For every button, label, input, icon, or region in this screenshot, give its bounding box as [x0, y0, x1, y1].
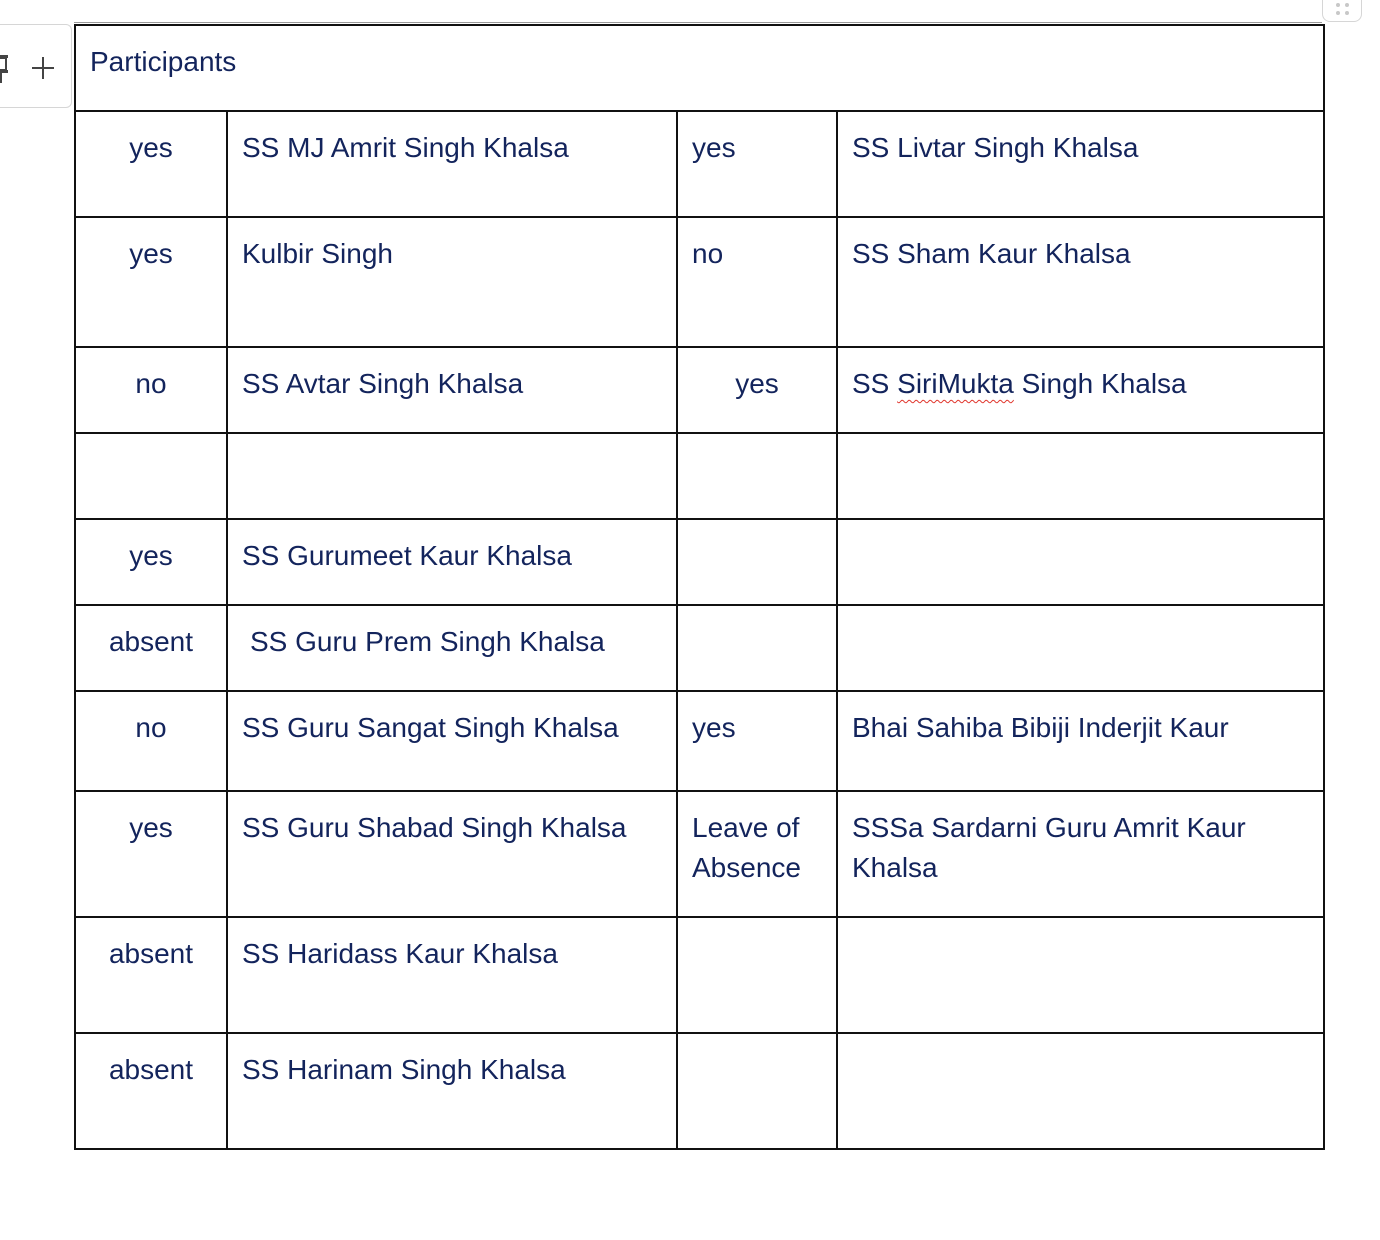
status-cell[interactable]: absent: [75, 1033, 227, 1149]
table-row: [75, 791, 1324, 917]
drag-grip-icon[interactable]: [1322, 0, 1362, 22]
table-row: [75, 347, 1324, 433]
name-suffix: Singh Khalsa: [1013, 368, 1187, 399]
status-cell[interactable]: yes: [75, 111, 227, 217]
table-row: [75, 433, 1324, 519]
status-cell[interactable]: yes: [75, 217, 227, 347]
status-cell[interactable]: no: [677, 217, 837, 347]
table-row: [75, 111, 1324, 217]
status-cell[interactable]: yes: [677, 347, 837, 433]
plus-icon[interactable]: [30, 55, 56, 81]
status-cell[interactable]: [677, 605, 837, 691]
spellcheck-flagged-word[interactable]: SiriMukta: [897, 368, 1014, 399]
status-cell[interactable]: no: [75, 691, 227, 791]
row-handle[interactable]: [0, 24, 72, 108]
status-cell[interactable]: [677, 1033, 837, 1149]
table-row: [75, 217, 1324, 347]
name-cell[interactable]: SS Avtar Singh Khalsa: [227, 347, 677, 433]
name-cell[interactable]: SS Guru Shabad Singh Khalsa: [227, 791, 677, 917]
name-cell[interactable]: SSSa Sardarni Guru Amrit Kaur Khalsa: [837, 791, 1324, 917]
name-cell[interactable]: SS Livtar Singh Khalsa: [837, 111, 1324, 217]
name-cell[interactable]: [837, 433, 1324, 519]
name-cell[interactable]: SS Guru Sangat Singh Khalsa: [227, 691, 677, 791]
participants-table: [74, 24, 1325, 1150]
status-cell[interactable]: absent: [75, 605, 227, 691]
name-cell[interactable]: [837, 519, 1324, 605]
table-row: [75, 691, 1324, 791]
status-cell[interactable]: no: [75, 347, 227, 433]
name-cell[interactable]: SS Gurumeet Kaur Khalsa: [227, 519, 677, 605]
status-cell[interactable]: [677, 519, 837, 605]
table-header[interactable]: Participants: [75, 25, 1324, 111]
table-row: [75, 917, 1324, 1033]
status-cell[interactable]: [75, 433, 227, 519]
table-row: [75, 519, 1324, 605]
name-cell[interactable]: SS Harinam Singh Khalsa: [227, 1033, 677, 1149]
name-cell[interactable]: SS Haridass Kaur Khalsa: [227, 917, 677, 1033]
name-cell[interactable]: [227, 433, 677, 519]
table-row: [75, 605, 1324, 691]
status-cell[interactable]: yes: [677, 691, 837, 791]
status-cell[interactable]: yes: [75, 791, 227, 917]
pin-icon[interactable]: [0, 55, 14, 85]
table-header-row: [75, 25, 1324, 111]
status-cell[interactable]: Leave of Absence: [677, 791, 837, 917]
table-top-edge: [74, 22, 1322, 23]
name-cell[interactable]: [837, 1033, 1324, 1149]
status-cell[interactable]: absent: [75, 917, 227, 1033]
name-prefix: SS: [852, 368, 898, 399]
name-cell[interactable]: [837, 917, 1324, 1033]
table-row: [75, 1033, 1324, 1149]
status-cell[interactable]: yes: [677, 111, 837, 217]
status-cell[interactable]: yes: [75, 519, 227, 605]
name-cell[interactable]: SS Guru Prem Singh Khalsa: [227, 605, 677, 691]
name-cell[interactable]: SS Sham Kaur Khalsa: [837, 217, 1324, 347]
name-cell[interactable]: SS MJ Amrit Singh Khalsa: [227, 111, 677, 217]
name-cell[interactable]: Kulbir Singh: [227, 217, 677, 347]
name-cell[interactable]: Bhai Sahiba Bibiji Inderjit Kaur: [837, 691, 1324, 791]
status-cell[interactable]: [677, 433, 837, 519]
name-cell[interactable]: [837, 605, 1324, 691]
status-cell[interactable]: [677, 917, 837, 1033]
name-cell[interactable]: [837, 347, 1324, 433]
